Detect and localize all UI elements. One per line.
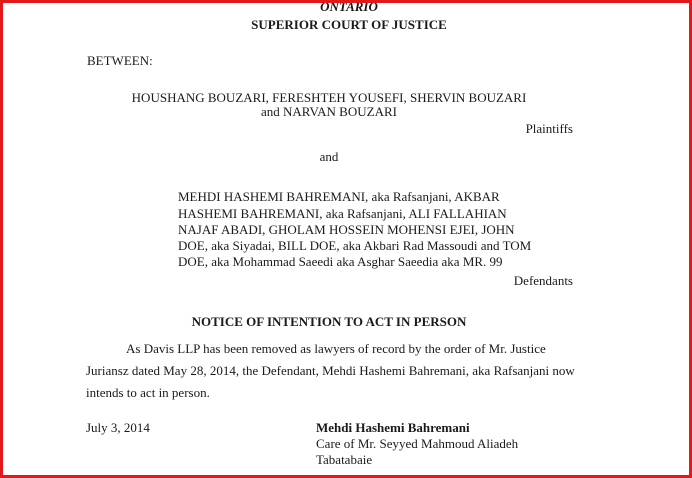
signature-care-of: Care of Mr. Seyyed Mahmoud Aliadeh: [316, 436, 519, 451]
signature-name: Mehdi Hashemi Bahremani: [316, 420, 470, 435]
defendants-line-2: HASHEMI BAHREMANI, aka Rafsanjani, ALI FALLAHIAN: [178, 206, 507, 221]
defendants-role: Defendants: [513, 273, 573, 288]
document-date: July 3, 2014: [86, 420, 150, 435]
court-name: SUPERIOR COURT OF JUSTICE: [251, 17, 447, 32]
court-document: [3, 0, 692, 478]
defendants-line-3: NAJAF ABADI, GHOLAM HOSSEIN MOHENSI EJEI, JOHN: [178, 222, 515, 237]
defendants-line-4: DOE, aka Siyadai, BILL DOE, aka Akbari Rad Massoudi and TOM: [178, 238, 532, 253]
and-label: and: [319, 149, 339, 164]
defendants-line-5: DOE, aka Mohammad Saeedi aka Asghar Saeedia aka MR. 99: [178, 254, 503, 269]
court-province: ONTARIO: [320, 0, 378, 14]
plaintiffs-role: Plaintiffs: [525, 121, 573, 136]
plaintiffs-line-1: HOUSHANG BOUZARI, FERESHTEH YOUSEFI, SHERVIN BOUZARI: [131, 90, 527, 105]
between-label: BETWEEN:: [87, 53, 153, 68]
body-line-3: intends to act in person.: [86, 385, 210, 400]
signature-care-of-line-2: Tabatabaie: [316, 452, 373, 467]
body-line-2: Juriansz dated May 28, 2014, the Defendant, Mehdi Hashemi Bahremani, aka Rafsanjani now: [86, 363, 575, 378]
notice-title: NOTICE OF INTENTION TO ACT IN PERSON: [191, 314, 467, 329]
defendants-line-1: MEHDI HASHEMI BAHREMANI, aka Rafsanjani, AKBAR: [178, 189, 500, 204]
body-line-1: As Davis LLP has been removed as lawyers of record by the order of Mr. Justice: [126, 341, 546, 356]
plaintiffs-line-2: and NARVAN BOUZARI: [261, 104, 397, 119]
